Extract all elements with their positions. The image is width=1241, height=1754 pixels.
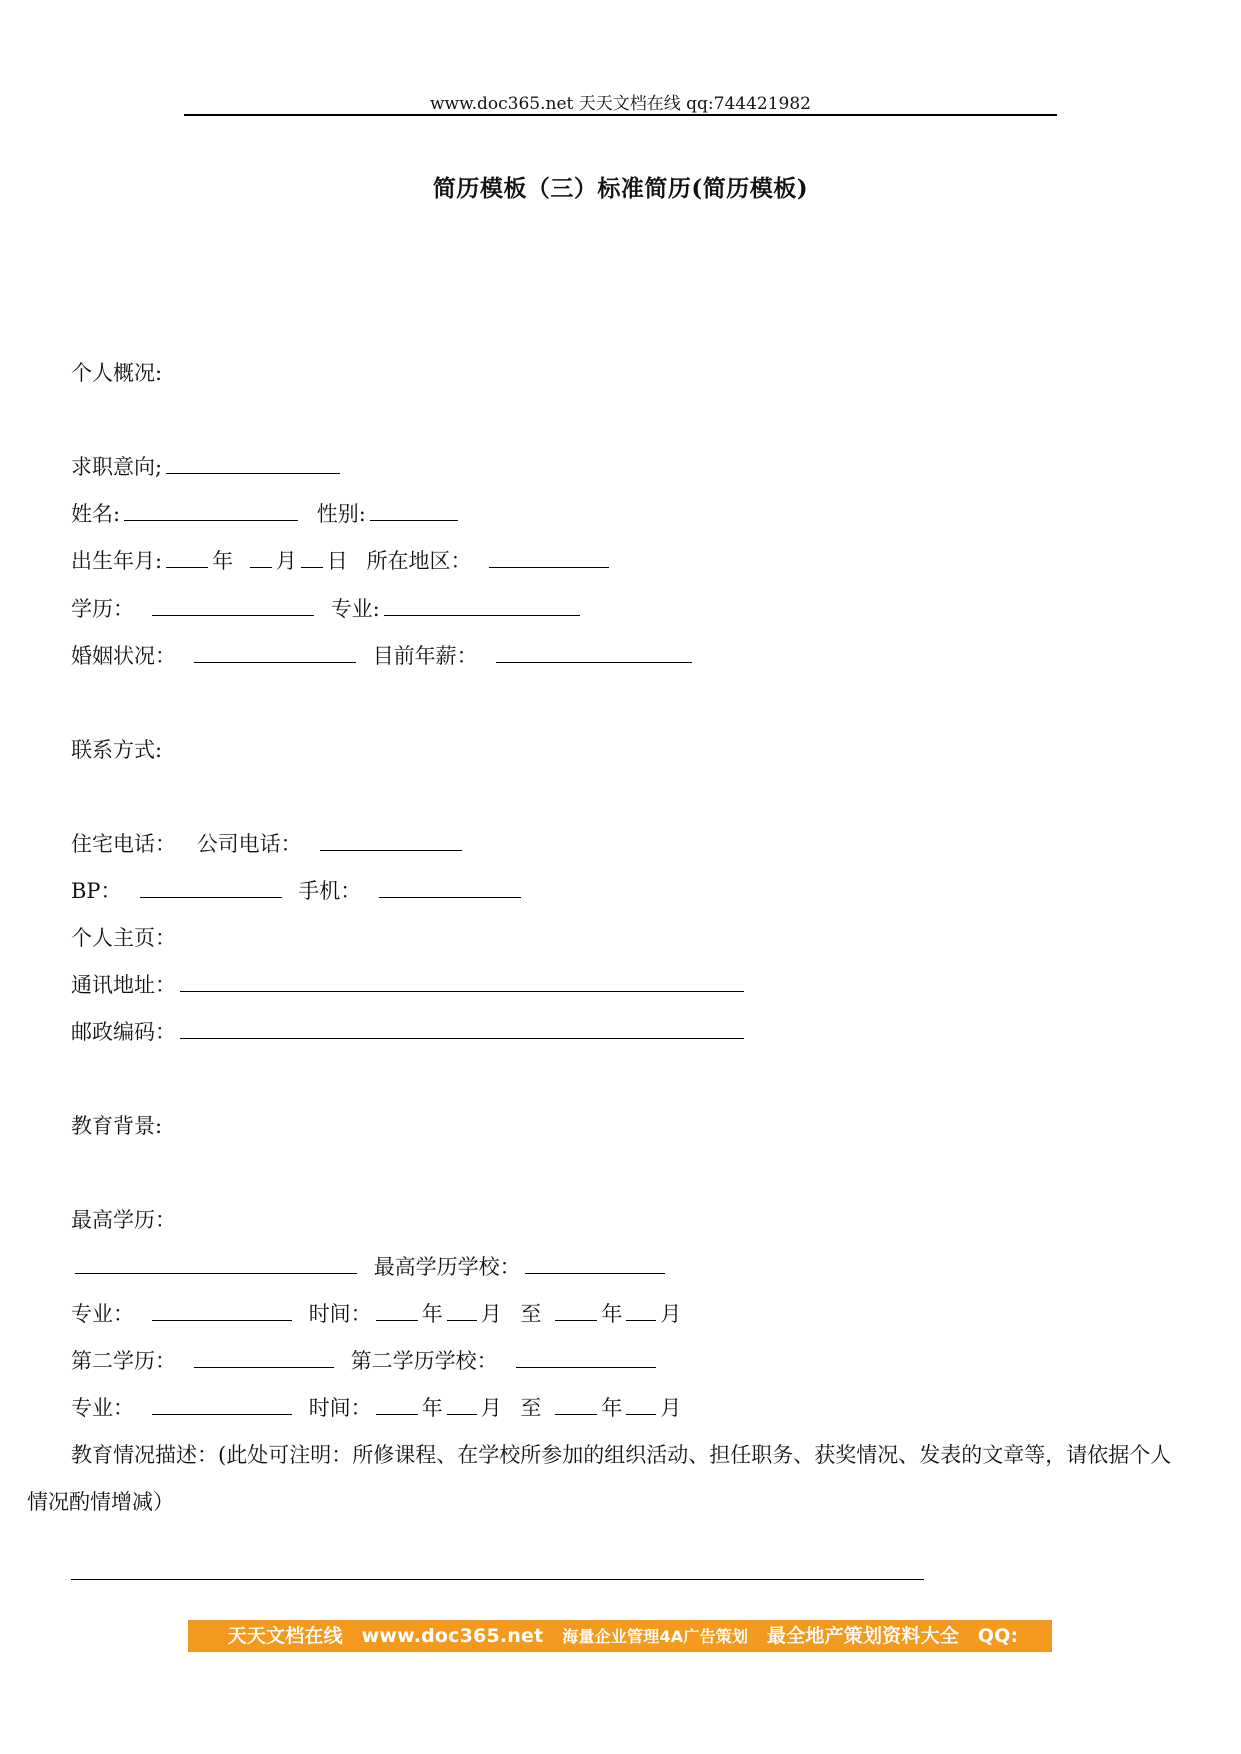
postcode-label: 邮政编码： xyxy=(71,1020,176,1044)
birth-day-label: 日 xyxy=(326,549,348,573)
year-label-1: 年 xyxy=(421,1302,443,1326)
row-highest-degree xyxy=(71,1205,176,1235)
mobile-label: 手机： xyxy=(298,879,362,903)
second-degree-label: 第二学历： xyxy=(71,1349,176,1373)
row-second-degree xyxy=(71,1346,660,1376)
name-label: 姓名: xyxy=(71,502,121,526)
bp-blank xyxy=(140,877,282,898)
bp-label: BP： xyxy=(71,879,122,903)
year-label-1b: 年 xyxy=(601,1302,623,1326)
time-start-month-blank-1 xyxy=(447,1300,477,1321)
major-label-1: 专业： xyxy=(71,1302,134,1326)
to-label-2: 至 xyxy=(520,1396,542,1420)
degree-blank xyxy=(152,595,314,616)
document-title: 简历模板（三）标准简历(简历模板) xyxy=(432,175,809,202)
edu-desc-line2: 情况酌情增减） xyxy=(27,1490,174,1514)
major-label-2: 专业： xyxy=(71,1396,134,1420)
major-blank-1 xyxy=(152,1300,292,1321)
row-major-time-1 xyxy=(71,1299,681,1329)
row-birth-location xyxy=(71,546,613,576)
time-end-year-blank-1 xyxy=(555,1300,597,1321)
month-label-1b: 月 xyxy=(660,1302,682,1326)
second-school-blank xyxy=(516,1347,656,1368)
office-phone-blank xyxy=(320,830,462,851)
row-marital-salary xyxy=(71,641,696,671)
edu-desc-line1: 教育情况描述：(此处可注明：所修课程、在学校所参加的组织活动、担任职务、获奖情况、发表的文章等，请依据个人 xyxy=(71,1443,1172,1467)
job-intent-blank xyxy=(166,453,340,474)
time-label-2: 时间： xyxy=(308,1396,372,1420)
degree-label: 学历： xyxy=(71,597,134,621)
major-blank xyxy=(384,595,580,616)
row-bp-mobile xyxy=(71,876,525,906)
year-label-2: 年 xyxy=(421,1396,443,1420)
gender-label: 性别: xyxy=(316,502,366,526)
marital-label: 婚姻状况： xyxy=(71,644,176,668)
second-school-label: 第二学历学校： xyxy=(350,1349,498,1373)
row-phones xyxy=(71,829,466,859)
birth-year-blank xyxy=(166,547,208,568)
year-label-2b: 年 xyxy=(601,1396,623,1420)
birth-month-label: 月 xyxy=(275,549,297,573)
highest-school-label: 最高学历学校： xyxy=(373,1255,521,1279)
section-personal: 个人概况: xyxy=(71,361,163,385)
row-job-intent xyxy=(71,452,344,482)
row-degree-major xyxy=(71,594,584,624)
homepage-label: 个人主页： xyxy=(71,926,176,950)
footer-qq: QQ: 744421982 xyxy=(556,1625,1019,1680)
row-postcode xyxy=(71,1017,748,1047)
footer-slogan2: 最全地产策划资料大全 xyxy=(767,1625,960,1647)
section-contact: 联系方式: xyxy=(71,738,163,762)
header-rule xyxy=(184,114,1057,116)
footer-slogan1: 海量企业管理4A广告策划 xyxy=(562,1627,749,1646)
highest-degree-label: 最高学历： xyxy=(71,1208,176,1232)
footer-banner xyxy=(188,1620,1052,1680)
highest-degree-blank xyxy=(75,1253,357,1274)
row-name-gender xyxy=(71,499,462,529)
major-label: 专业: xyxy=(330,597,380,621)
address-blank xyxy=(180,971,744,992)
month-label-2: 月 xyxy=(480,1396,502,1420)
row-highest-school xyxy=(71,1252,669,1282)
salary-blank xyxy=(496,642,692,663)
office-phone-label: 公司电话： xyxy=(196,832,302,856)
page-header: www.doc365.net 天天文档在线 qq:744421982 xyxy=(429,94,811,114)
time-end-month-blank-2 xyxy=(626,1394,656,1415)
postcode-blank xyxy=(180,1018,744,1039)
month-label-2b: 月 xyxy=(660,1396,682,1420)
gender-blank xyxy=(370,500,458,521)
footer-site-name: 天天文档在线 xyxy=(227,1625,343,1647)
to-label-1: 至 xyxy=(520,1302,542,1326)
birth-year-label: 年 xyxy=(212,549,234,573)
time-start-year-blank-2 xyxy=(376,1394,418,1415)
name-blank xyxy=(124,500,298,521)
birth-label: 出生年月: xyxy=(71,549,163,573)
marital-blank xyxy=(194,642,356,663)
time-label-1: 时间： xyxy=(308,1302,372,1326)
birth-day-blank xyxy=(301,547,323,568)
footer-url: www.doc365.net xyxy=(361,1625,544,1647)
address-label: 通讯地址： xyxy=(71,973,176,997)
time-end-year-blank-2 xyxy=(555,1394,597,1415)
salary-label: 目前年薪： xyxy=(372,644,478,668)
second-degree-blank xyxy=(194,1347,334,1368)
location-label: 所在地区： xyxy=(366,549,472,573)
job-intent-label: 求职意向; xyxy=(71,455,163,479)
row-address xyxy=(71,970,748,1000)
time-start-month-blank-2 xyxy=(447,1394,477,1415)
time-start-year-blank-1 xyxy=(376,1300,418,1321)
home-phone-label: 住宅电话： xyxy=(71,832,176,856)
time-end-month-blank-1 xyxy=(626,1300,656,1321)
major-blank-2 xyxy=(152,1394,292,1415)
month-label-1: 月 xyxy=(480,1302,502,1326)
mobile-blank xyxy=(379,877,521,898)
edu-desc-rule xyxy=(71,1579,924,1580)
location-blank xyxy=(489,547,609,568)
section-education: 教育背景: xyxy=(71,1114,163,1138)
row-homepage xyxy=(71,923,176,953)
birth-month-blank xyxy=(250,547,272,568)
highest-school-blank xyxy=(525,1253,665,1274)
row-major-time-2 xyxy=(71,1393,681,1423)
